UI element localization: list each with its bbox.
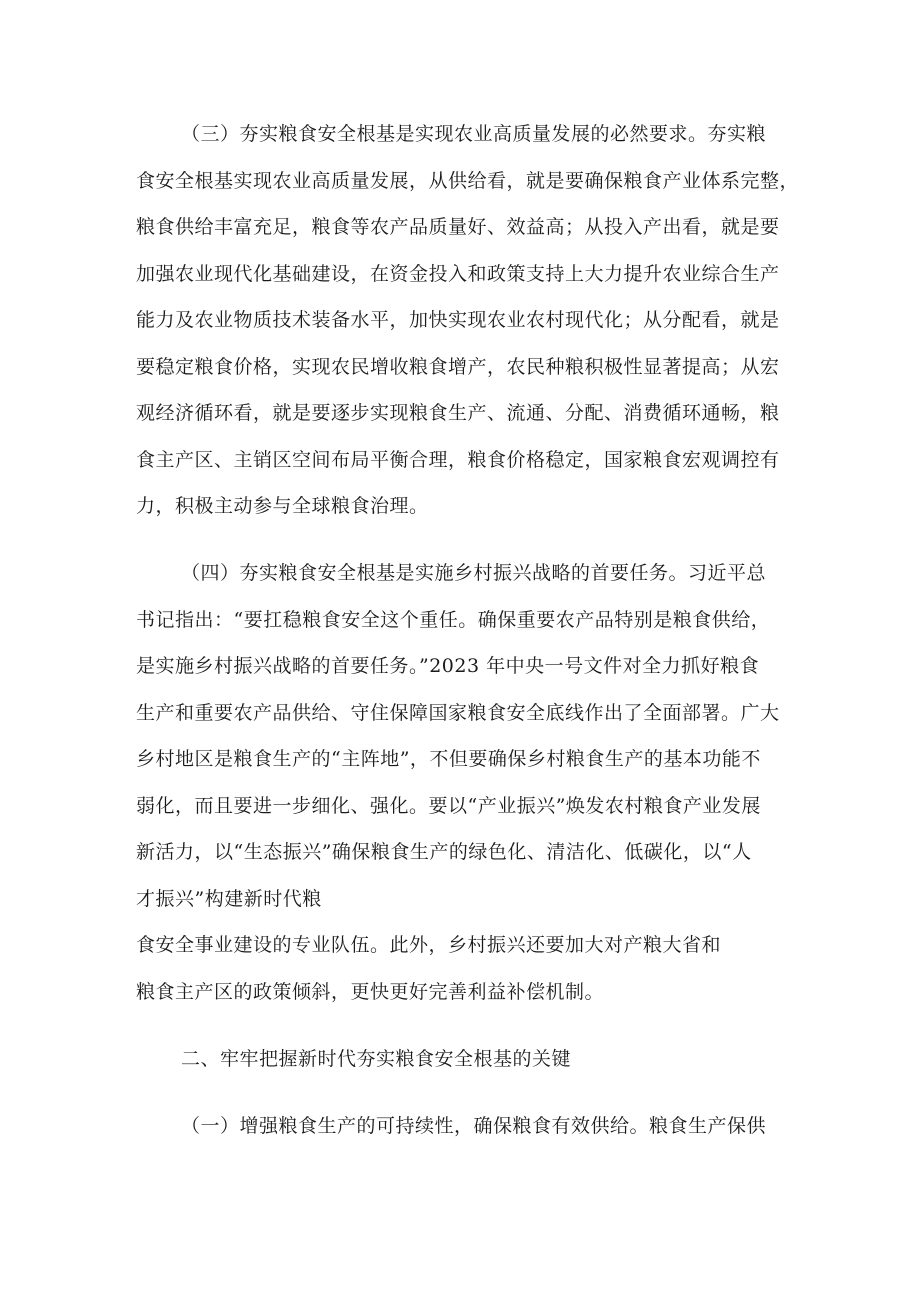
text-line: （一）增强粮食生产的可持续性，确保粮食有效供给。粮食生产保供 bbox=[181, 1115, 767, 1137]
text-line: 乡村地区是粮食生产的“主阵地”，不但要确保乡村粮食生产的基本功能不 bbox=[136, 748, 761, 770]
text-line: 粮食供给丰富充足，粮食等农产品质量好、效益高；从投入产出看，就是要 bbox=[136, 216, 780, 238]
section-heading: 二、牢牢把握新时代夯实粮食安全根基的关键 bbox=[181, 1048, 572, 1070]
text-line: 要稳定粮食价格，实现农民增收粮食增产，农民种粮积极性显著提高；从宏 bbox=[136, 356, 780, 378]
text-line: 加强农业现代化基础建设，在资金投入和政策支持上大力提升农业综合生产 bbox=[136, 263, 780, 285]
text-line: 粮食主产区的政策倾斜，更快更好完善利益补偿机制。 bbox=[136, 981, 605, 1003]
text-line: 是实施乡村振兴战略的首要任务。”2023 年中央一号文件对全力抓好粮食 bbox=[136, 655, 760, 677]
text-line: 食安全事业建设的专业队伍。此外，乡村振兴还要加大对产粮大省和 bbox=[136, 934, 722, 956]
text-line: 力，积极主动参与全球粮食治理。 bbox=[136, 495, 429, 517]
text-line: 食安全根基实现农业高质量发展，从供给看，就是要确保粮食产业体系完整， bbox=[136, 170, 800, 192]
text-line: 弱化，而且要进一步细化、强化。要以“产业振兴”焕发农村粮食产业发展 bbox=[136, 795, 761, 817]
text-line: （三）夯实粮食安全根基是实现农业高质量发展的必然要求。夯实粮 bbox=[181, 123, 767, 145]
text-line: 才振兴”构建新时代粮 bbox=[136, 888, 322, 910]
text-line: 生产和重要农产品供给、守住保障国家粮食安全底线作出了全面部署。广大 bbox=[136, 702, 780, 724]
text-line: 新活力，以“生态振兴”确保粮食生产的绿色化、清洁化、低碳化，以“人 bbox=[136, 841, 752, 863]
text-line: 能力及农业物质技术装备水平，加快实现农业农村现代化；从分配看，就是 bbox=[136, 309, 780, 331]
text-line: 观经济循环看，就是要逐步实现粮食生产、流通、分配、消费循环通畅，粮 bbox=[136, 402, 780, 424]
text-line: 食主产区、主销区空间布局平衡合理，粮食价格稳定，国家粮食宏观调控有 bbox=[136, 449, 780, 471]
text-line: （四）夯实粮食安全根基是实施乡村振兴战略的首要任务。习近平总 bbox=[181, 562, 767, 584]
text-line: 书记指出：“要扛稳粮食安全这个重任。确保重要农产品特别是粮食供给， bbox=[136, 609, 771, 631]
